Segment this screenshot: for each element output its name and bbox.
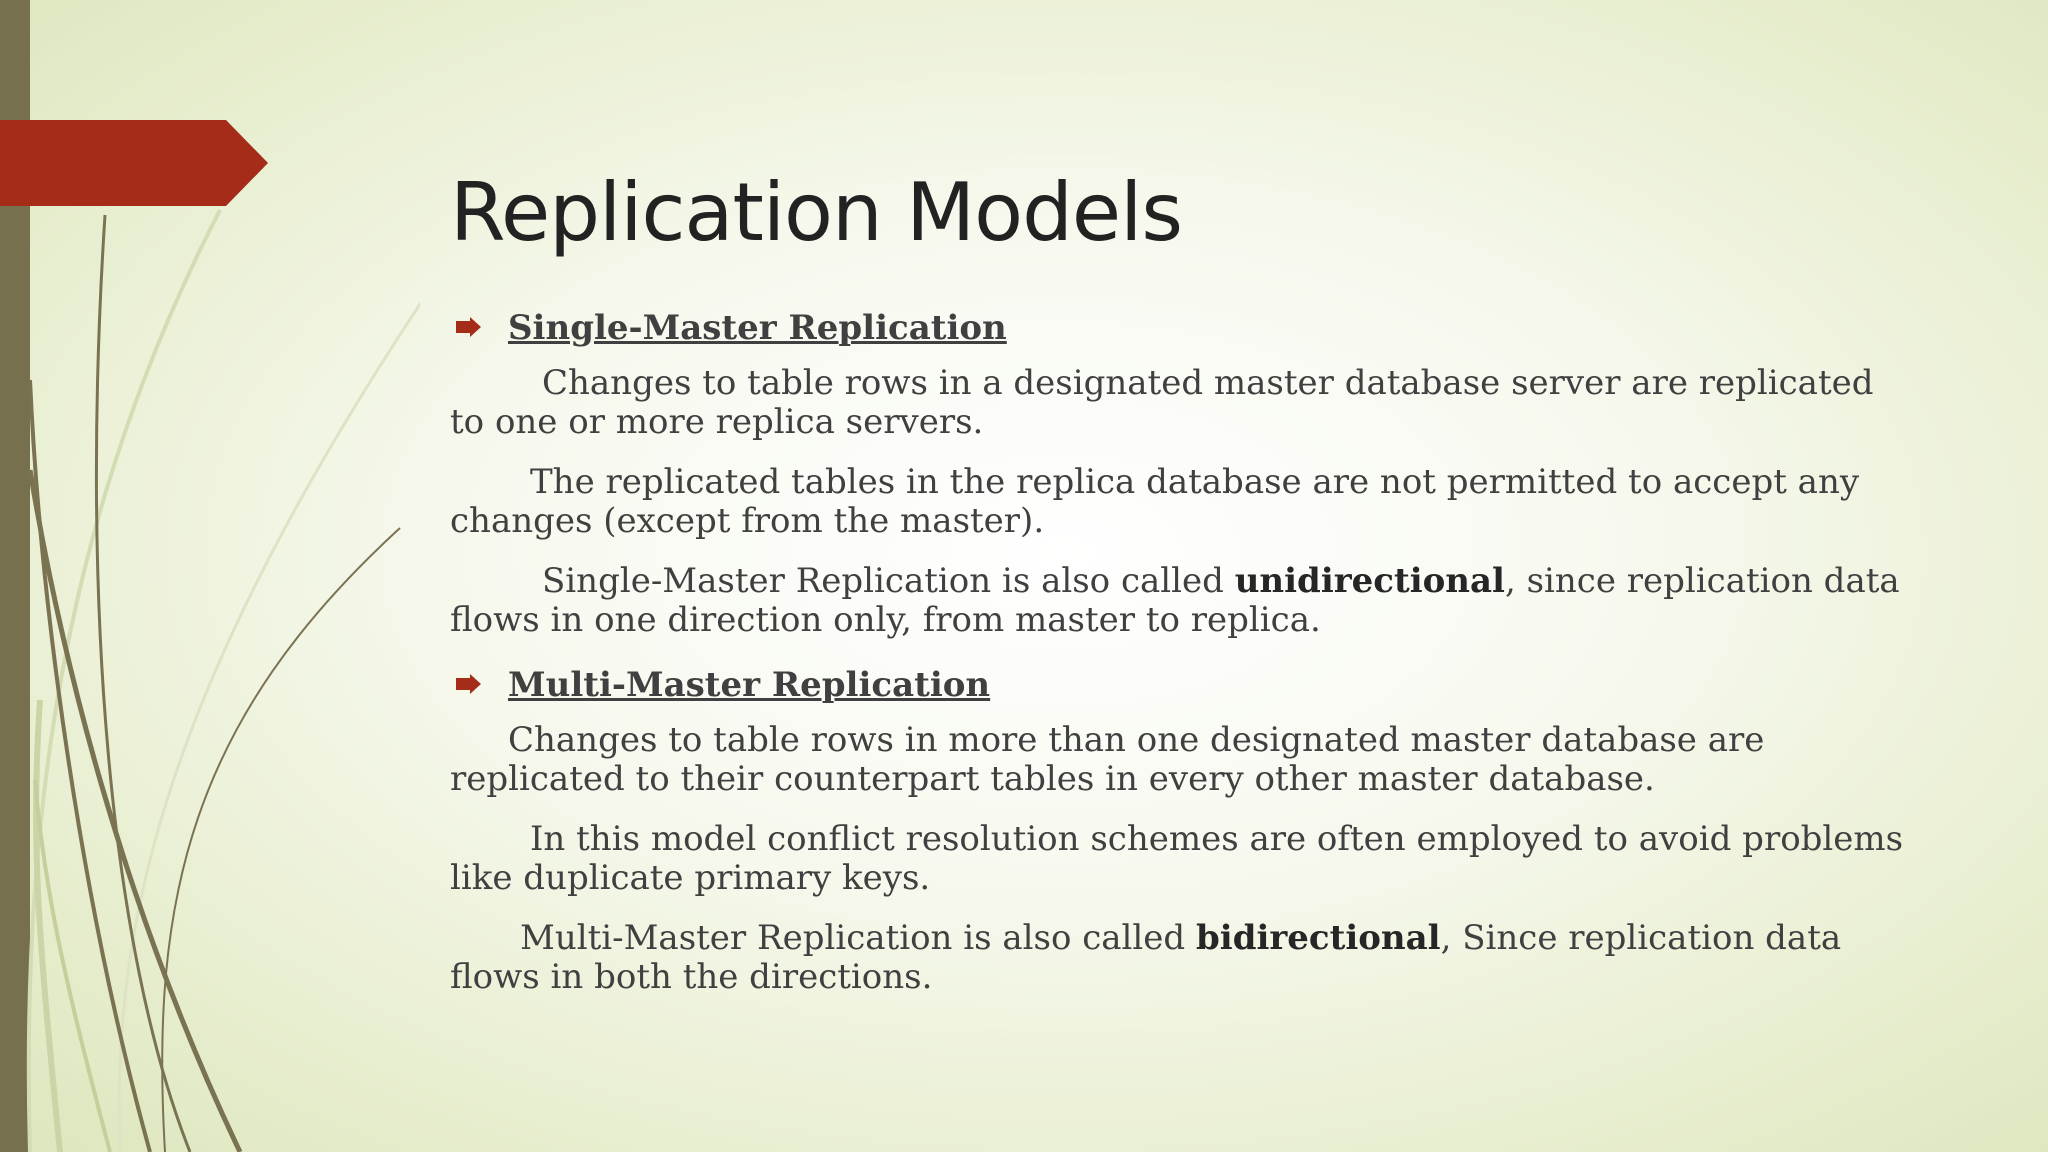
arrow-bullet-icon [454, 317, 482, 337]
section-heading-label: Single-Master Replication [508, 308, 1007, 348]
paragraph [450, 562, 1910, 640]
paragraph [450, 919, 1910, 997]
paragraph: In this model conflict resolution schemes are often employed to avoid problems like duplicate primary keys. [450, 819, 1904, 898]
title-accent-arrow [0, 120, 270, 206]
paragraph-text: , Since replication data flows in both the directions. [450, 918, 1842, 997]
section-heading-single-master [450, 304, 1910, 352]
arrow-bullet-icon [454, 674, 482, 694]
paragraph-text: , since replication data flows in one direction only, from master to replica. [450, 561, 1900, 640]
paragraph: The replicated tables in the replica database are not permitted to accept any changes (except from the master). [450, 462, 1860, 541]
paragraph: Changes to table rows in more than one designated master database are replicated to their counterpart tables in every other master database. [450, 720, 1765, 799]
slide-body [450, 304, 1910, 1018]
paragraph-text: Single-Master Replication is also called [542, 561, 1235, 601]
section-heading-multi-master [450, 661, 1910, 709]
bold-term-unidirectional: unidirectional [1234, 561, 1505, 601]
paragraph: Changes to table rows in a designated master database server are replicated to one or more replica servers. [450, 363, 1874, 442]
bold-term-bidirectional: bidirectional [1196, 918, 1441, 958]
paragraph-text: Multi-Master Replication is also called [520, 918, 1196, 958]
section-heading-label: Multi-Master Replication [508, 665, 991, 705]
slide-title: Replication Models [450, 166, 1182, 259]
